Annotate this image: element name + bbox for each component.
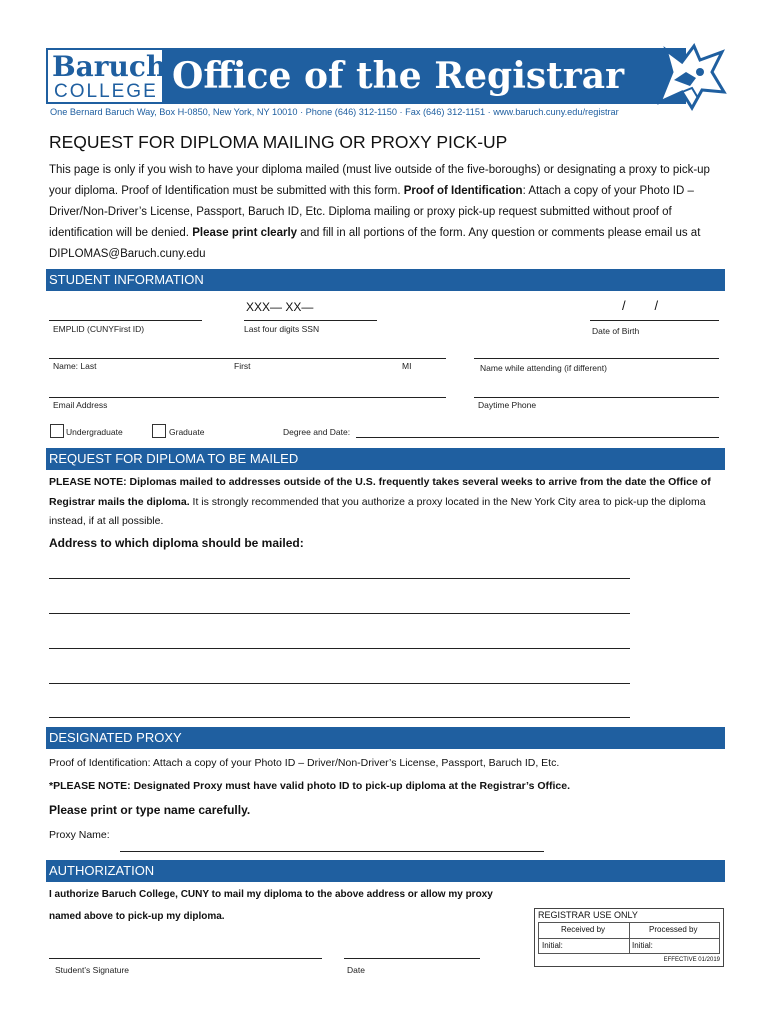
address-line-3[interactable] — [49, 648, 630, 649]
mail-note-bold: PLEASE NOTE: Diplomas mailed to addresses outside of the U.S. frequently takes several weeks to arrive from the date the Office of Registrar mails the diploma. — [49, 476, 711, 508]
phone-field[interactable] — [474, 397, 719, 398]
effective-date: EFFECTIVE 01/2019 — [663, 957, 720, 963]
undergraduate-label: Undergraduate — [66, 427, 123, 437]
emplid-label: EMPLID (CUNYFirst ID) — [53, 324, 145, 334]
processed-initial-field[interactable]: Initial: — [632, 941, 653, 950]
name-last-label: Name: Last — [53, 361, 97, 371]
proxy-name-label: Proxy Name: — [49, 829, 110, 841]
address-heading: Address to which diploma should be mailed: — [49, 536, 304, 550]
header-address: One Bernard Baruch Way, Box H-0850, New York, NY 10010 · Phone (646) 312-1150 · Fax (646) 312-1151 · www.baruch.cuny.edu/registrar — [50, 107, 619, 117]
mail-request-heading: REQUEST FOR DIPLOMA TO BE MAILED — [46, 448, 725, 470]
middle-initial-label: MI — [402, 361, 412, 371]
intro-bold-1: Proof of Identification — [403, 185, 523, 197]
email-field[interactable] — [49, 397, 446, 398]
name-field[interactable] — [49, 358, 446, 359]
bearcat-mascot-icon — [652, 42, 728, 112]
ssn-field[interactable] — [244, 320, 377, 321]
authorization-heading: AUTHORIZATION — [46, 860, 725, 882]
mail-note-rest: It is strongly recommended that you authorize a proxy located in the New York City area to pick-up the diploma instead, if at all possible. — [49, 495, 706, 527]
intro-text-2: : Attach a copy of your Photo ID – Driver/Non-Driver’s License, Passport, Baruch ID, Etc. Diploma mailing or proxy pick-up request submitted without proof of identification will be denied. — [49, 185, 694, 239]
student-info-heading: STUDENT INFORMATION — [46, 269, 725, 291]
dob-label: Date of Birth — [592, 326, 640, 336]
emplid-field[interactable] — [49, 320, 202, 321]
proxy-name-field[interactable] — [120, 851, 544, 852]
degree-date-field[interactable] — [356, 437, 719, 438]
intro-paragraph — [49, 160, 725, 265]
date-field[interactable] — [344, 958, 480, 959]
college-name-line2: COLLEGE — [54, 81, 158, 102]
signature-label: Student’s Signature — [55, 965, 130, 975]
signature-field[interactable] — [49, 958, 322, 959]
office-title: Office of the Registrar — [172, 55, 625, 97]
undergraduate-checkbox[interactable] — [50, 424, 64, 438]
form-title: REQUEST FOR DIPLOMA MAILING OR PROXY PICK-UP — [49, 132, 508, 152]
mail-note — [49, 473, 725, 532]
name-attending-label: Name while attending (if different) — [480, 363, 607, 373]
graduate-label: Graduate — [169, 427, 205, 437]
email-label: Email Address — [53, 400, 108, 410]
ssn-label: Last four digits SSN — [244, 324, 320, 334]
intro-bold-2: Please print clearly — [192, 227, 298, 239]
proxy-print-note: Please print or type name carefully. — [49, 803, 251, 817]
phone-label: Daytime Phone — [478, 400, 537, 410]
registrar-box-title: REGISTRAR USE ONLY — [538, 910, 638, 920]
date-label: Date — [347, 965, 365, 975]
authorization-text-1: I authorize Baruch College, CUNY to mail my diploma to the above address or allow my proxy — [49, 889, 493, 900]
college-name-line1: Baruch — [52, 50, 167, 83]
graduate-checkbox[interactable] — [152, 424, 166, 438]
grid-divider-horizontal — [539, 938, 719, 939]
registrar-box-grid — [538, 922, 720, 954]
registrar-use-box — [534, 908, 724, 967]
proxy-proof-text: Proof of Identification: Attach a copy of your Photo ID – Driver/Non-Driver’s License, Passport, Baruch ID, Etc. — [49, 757, 560, 769]
first-name-label: First — [234, 361, 251, 371]
processed-by-label: Processed by — [649, 925, 698, 934]
authorization-text-2: named above to pick-up my diploma. — [49, 911, 225, 922]
proxy-heading: DESIGNATED PROXY — [46, 727, 725, 749]
received-initial-field[interactable]: Initial: — [542, 941, 563, 950]
college-logo-box — [46, 48, 167, 104]
address-line-5[interactable] — [49, 717, 630, 718]
degree-date-label: Degree and Date: — [283, 427, 351, 437]
intro-text-1: This page is only if you wish to have your diploma mailed (must live outside of the five-boroughs) or designating a proxy to pick-up your diploma. Proof of Identification must be submitted with this form. — [49, 164, 710, 197]
address-line-4[interactable] — [49, 683, 630, 684]
ssn-prefill: XXX— XX— — [246, 300, 314, 314]
address-line-2[interactable] — [49, 613, 630, 614]
proxy-note: *PLEASE NOTE: Designated Proxy must have valid photo ID to pick-up diploma at the Registrar’s Office. — [49, 780, 571, 792]
address-line-1[interactable] — [49, 578, 630, 579]
intro-text-3: and fill in all portions of the form. Any question or comments please email us at DIPLOMAS@Baruch.cuny.edu — [49, 227, 701, 260]
received-by-label: Received by — [561, 925, 606, 934]
dob-slashes: / / — [622, 298, 659, 313]
dob-field[interactable] — [590, 320, 719, 321]
name-attending-field[interactable] — [474, 358, 719, 359]
